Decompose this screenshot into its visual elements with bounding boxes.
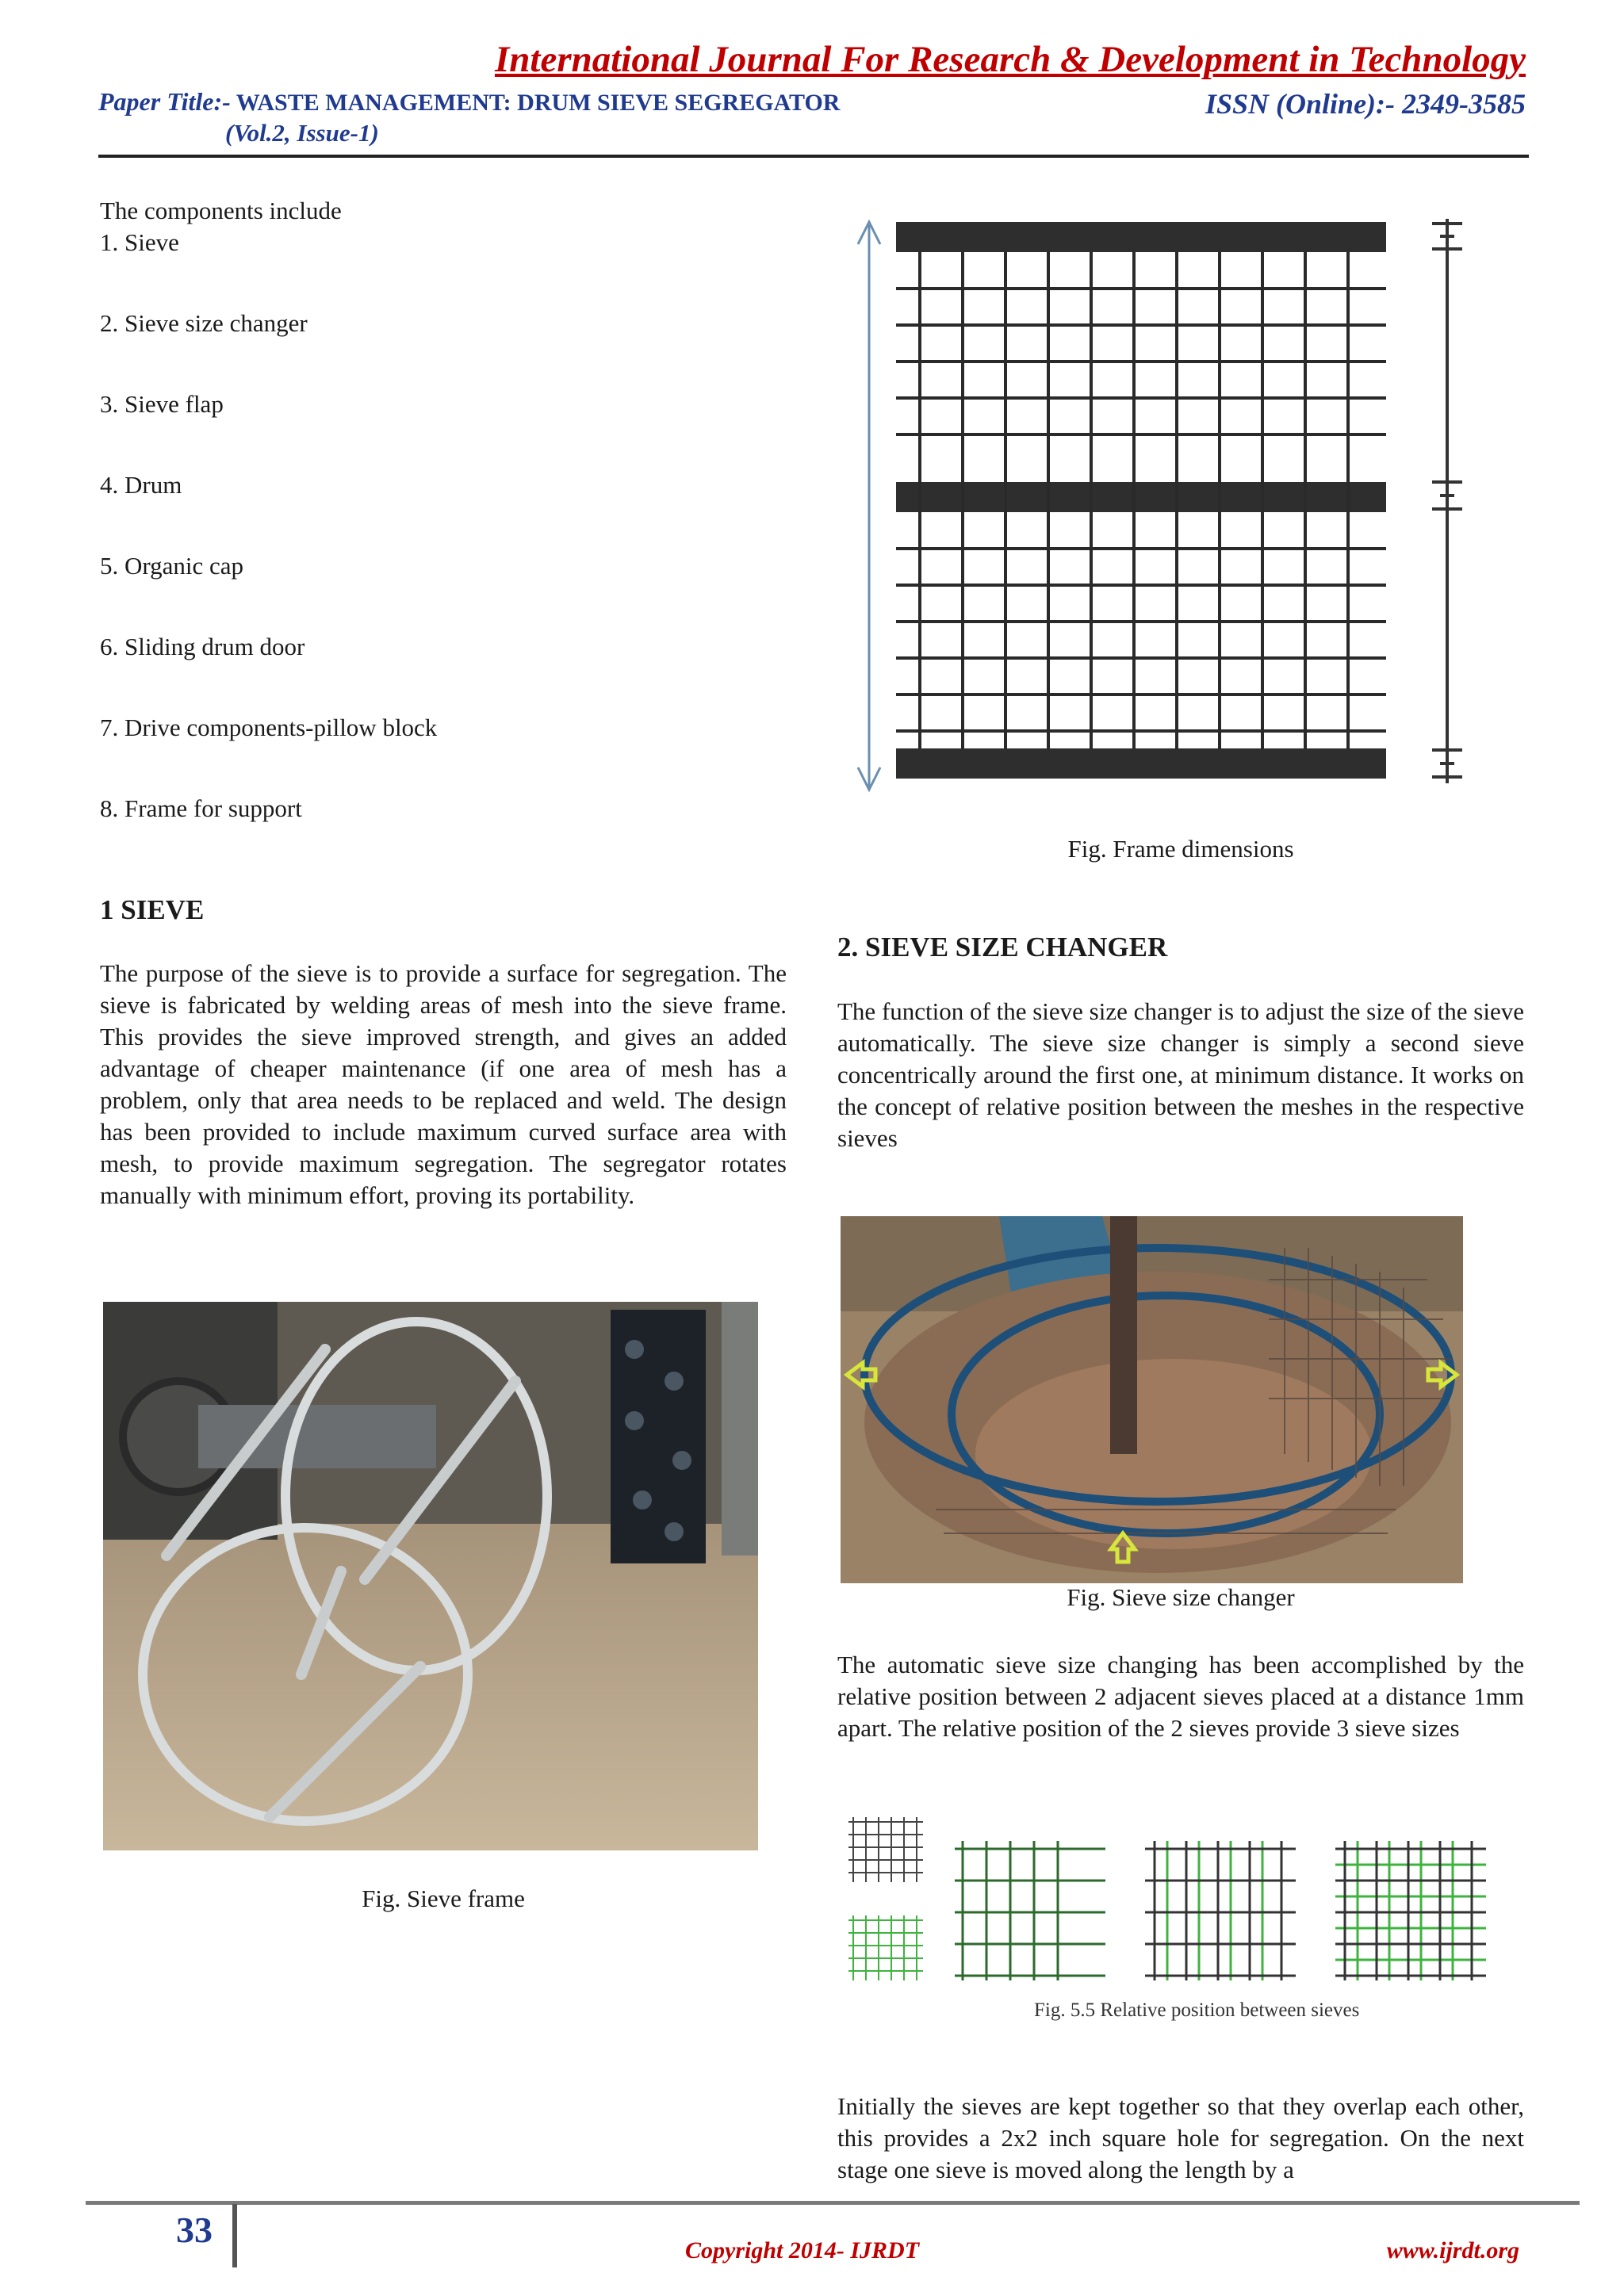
footer-divider: [86, 2201, 1580, 2205]
footer-separator: [232, 2204, 237, 2267]
volume-issue: (Vol.2, Issue-1): [225, 119, 379, 147]
fig-sieve-frame-caption: Fig. Sieve frame: [362, 1885, 525, 1912]
components-intro: The components include: [100, 197, 342, 224]
fig-size-changer-caption: Fig. Sieve size changer: [1067, 1583, 1295, 1611]
page-number: 33: [176, 2210, 213, 2250]
paper-title-line: [98, 87, 1526, 122]
component-item: 8. Frame for support: [100, 794, 302, 822]
relative-position-diagram: [844, 1809, 1526, 2031]
sieve-size-changer-photo: [841, 1216, 1463, 1583]
component-item: 5. Organic cap: [100, 552, 244, 580]
component-item: 3. Sieve flap: [100, 390, 224, 418]
paper-title-label: Paper Title:-: [98, 87, 231, 116]
fig-frame-dimensions-caption: Fig. Frame dimensions: [1067, 835, 1294, 863]
component-item: 1. Sieve: [100, 228, 179, 256]
copyright: Copyright 2014- IJRDT: [685, 2237, 920, 2263]
section-size-changer-text: The function of the sieve size changer is to adjust the size of the sieve automatically. The sieve size changer is simply a second sieve concentrically around the first one, at minimum distance. It works on the concept of relative position between the meshes in the respective sieves: [837, 997, 1524, 1152]
paper-title: WASTE MANAGEMENT: DRUM SIEVE SEGREGATOR: [230, 90, 841, 116]
component-item: 7. Drive components-pillow block: [100, 714, 438, 741]
section-heading-sieve: 1 SIEVE: [100, 894, 205, 925]
issn: ISSN (Online):- 2349-3585: [1205, 88, 1526, 120]
component-item: 6. Sliding drum door: [100, 633, 305, 660]
section-sieve-text: The purpose of the sieve is to provide a surface for segregation. The sieve is fabricated by welding areas of mesh into the sieve frame. This provides the sieve improved strength, and gives an added advantage of cheaper maintenance (if one area of mesh has a problem, only that area needs to be replaced and weld. The design has been provided to include maximum curved surface area with mesh, to provide maximum segregation. The segregator rotates manually with minimum effort, proving its portability.: [100, 959, 787, 1209]
website-link[interactable]: www.ijrdt.org: [1386, 2237, 1519, 2263]
component-item: 2. Sieve size changer: [100, 309, 308, 337]
journal-title: International Journal For Research & Development in Technology: [494, 39, 1526, 80]
section-heading-size-changer: 2. SIEVE SIZE CHANGER: [837, 932, 1168, 962]
sieve-frame-photo: [103, 1302, 758, 1850]
header-divider: [98, 155, 1529, 158]
frame-dimensions-diagram: [848, 212, 1483, 799]
initial-overlap-paragraph: Initially the sieves are kept together so that they overlap each other, this provides a 2x2 inch square hole for segregation. On the next stage one sieve is moved along the length by a: [837, 2092, 1524, 2183]
component-item: 4. Drum: [100, 471, 182, 499]
fig-relative-position-caption: Fig. 5.5 Relative position between sieves: [1034, 1999, 1360, 2021]
automatic-sizing-paragraph: The automatic sieve size changing has been accomplished by the relative position between 2 adjacent sieves placed at a distance 1mm apart. The relative position of the 2 sieves provide 3 sieve sizes: [837, 1651, 1524, 1742]
